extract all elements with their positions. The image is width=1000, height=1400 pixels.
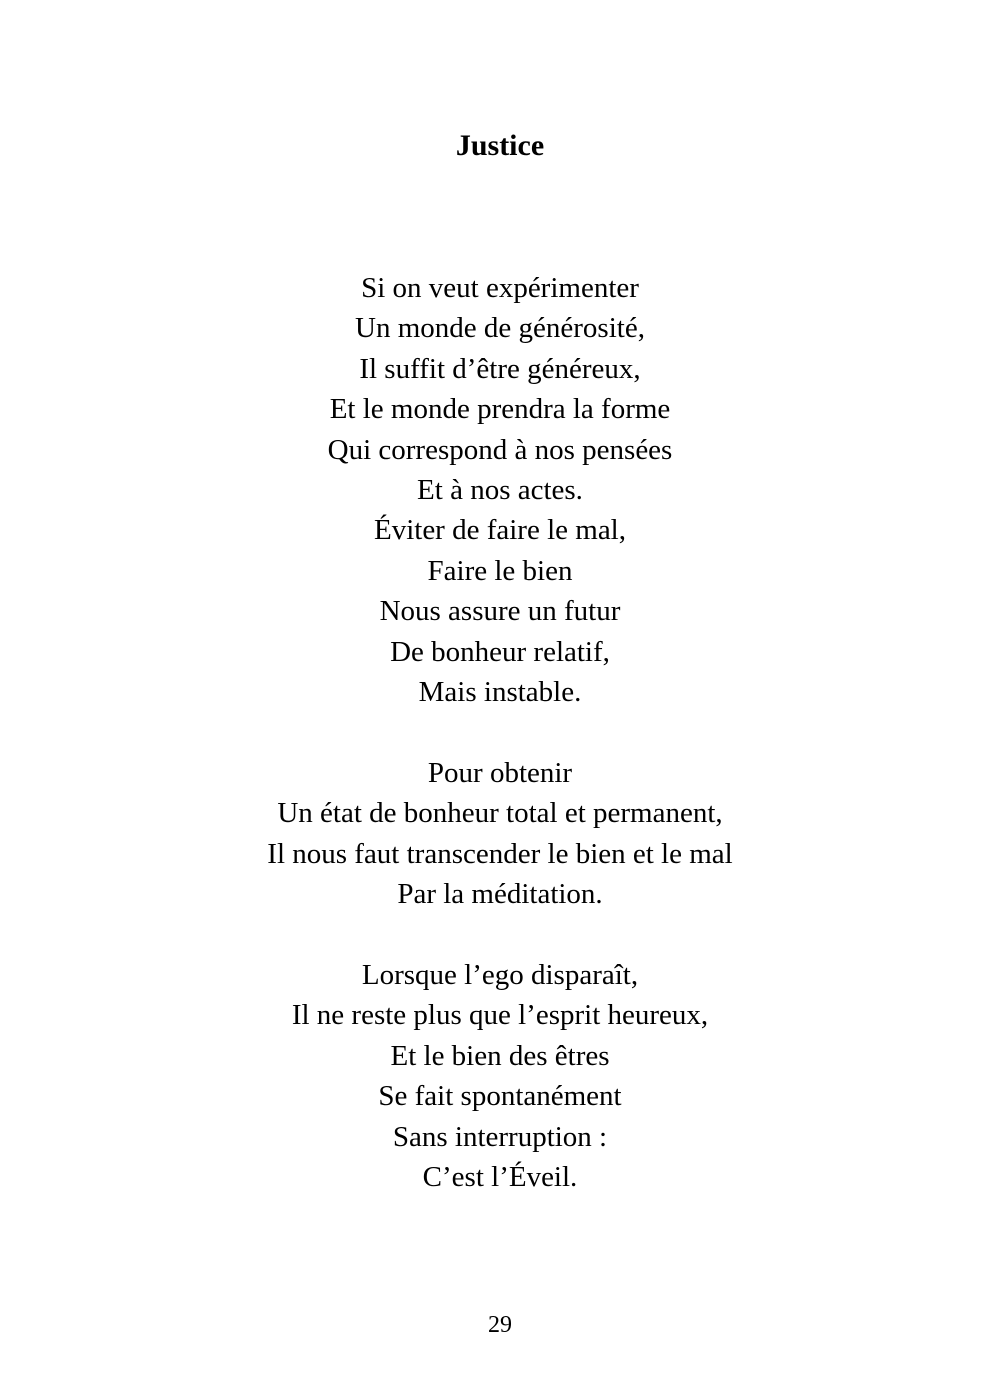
poem-line: Un état de bonheur total et permanent, [277,797,723,830]
poem-line: Et à nos actes. [417,474,583,507]
page-number: 29 [488,1312,512,1338]
poem-line: Éviter de faire le mal, [373,514,626,547]
poem-line: Si on veut expérimenter [361,272,639,304]
stanza-1 [0,268,1000,712]
poem-line: Un monde de générosité, [355,312,645,345]
poem-line: C’est l’Éveil. [422,1160,578,1193]
poem-line: Pour obtenir [427,756,573,789]
poem-line: Lorsque l’ego disparaît, [361,958,639,991]
poem-line: Il suffit d’être généreux, [359,352,641,385]
poem-line: Et le monde prendra la forme [329,393,671,426]
stanza-2 [0,753,1000,915]
poem-line: Et le bien des êtres [390,1039,610,1072]
stanza-3 [0,955,1000,1197]
poem-line: Il nous faut transcender le bien et le mal [267,837,733,870]
poem-line: Faire le bien [427,554,573,587]
poem-line: Se fait spontanément [378,1080,622,1113]
poem-line: Il ne reste plus que l’esprit heureux, [291,999,709,1032]
poem-line: De bonheur relatif, [390,635,610,668]
poem-line: Par la méditation. [397,878,603,911]
poem-line: Sans interruption : [392,1120,608,1153]
poem-line: Mais instable. [418,676,582,709]
poem-title: Justice [455,129,545,162]
poem-line: Qui correspond à nos pensées [327,433,673,466]
poem-body [0,268,1000,1197]
poem-line: Nous assure un futur [379,595,621,628]
